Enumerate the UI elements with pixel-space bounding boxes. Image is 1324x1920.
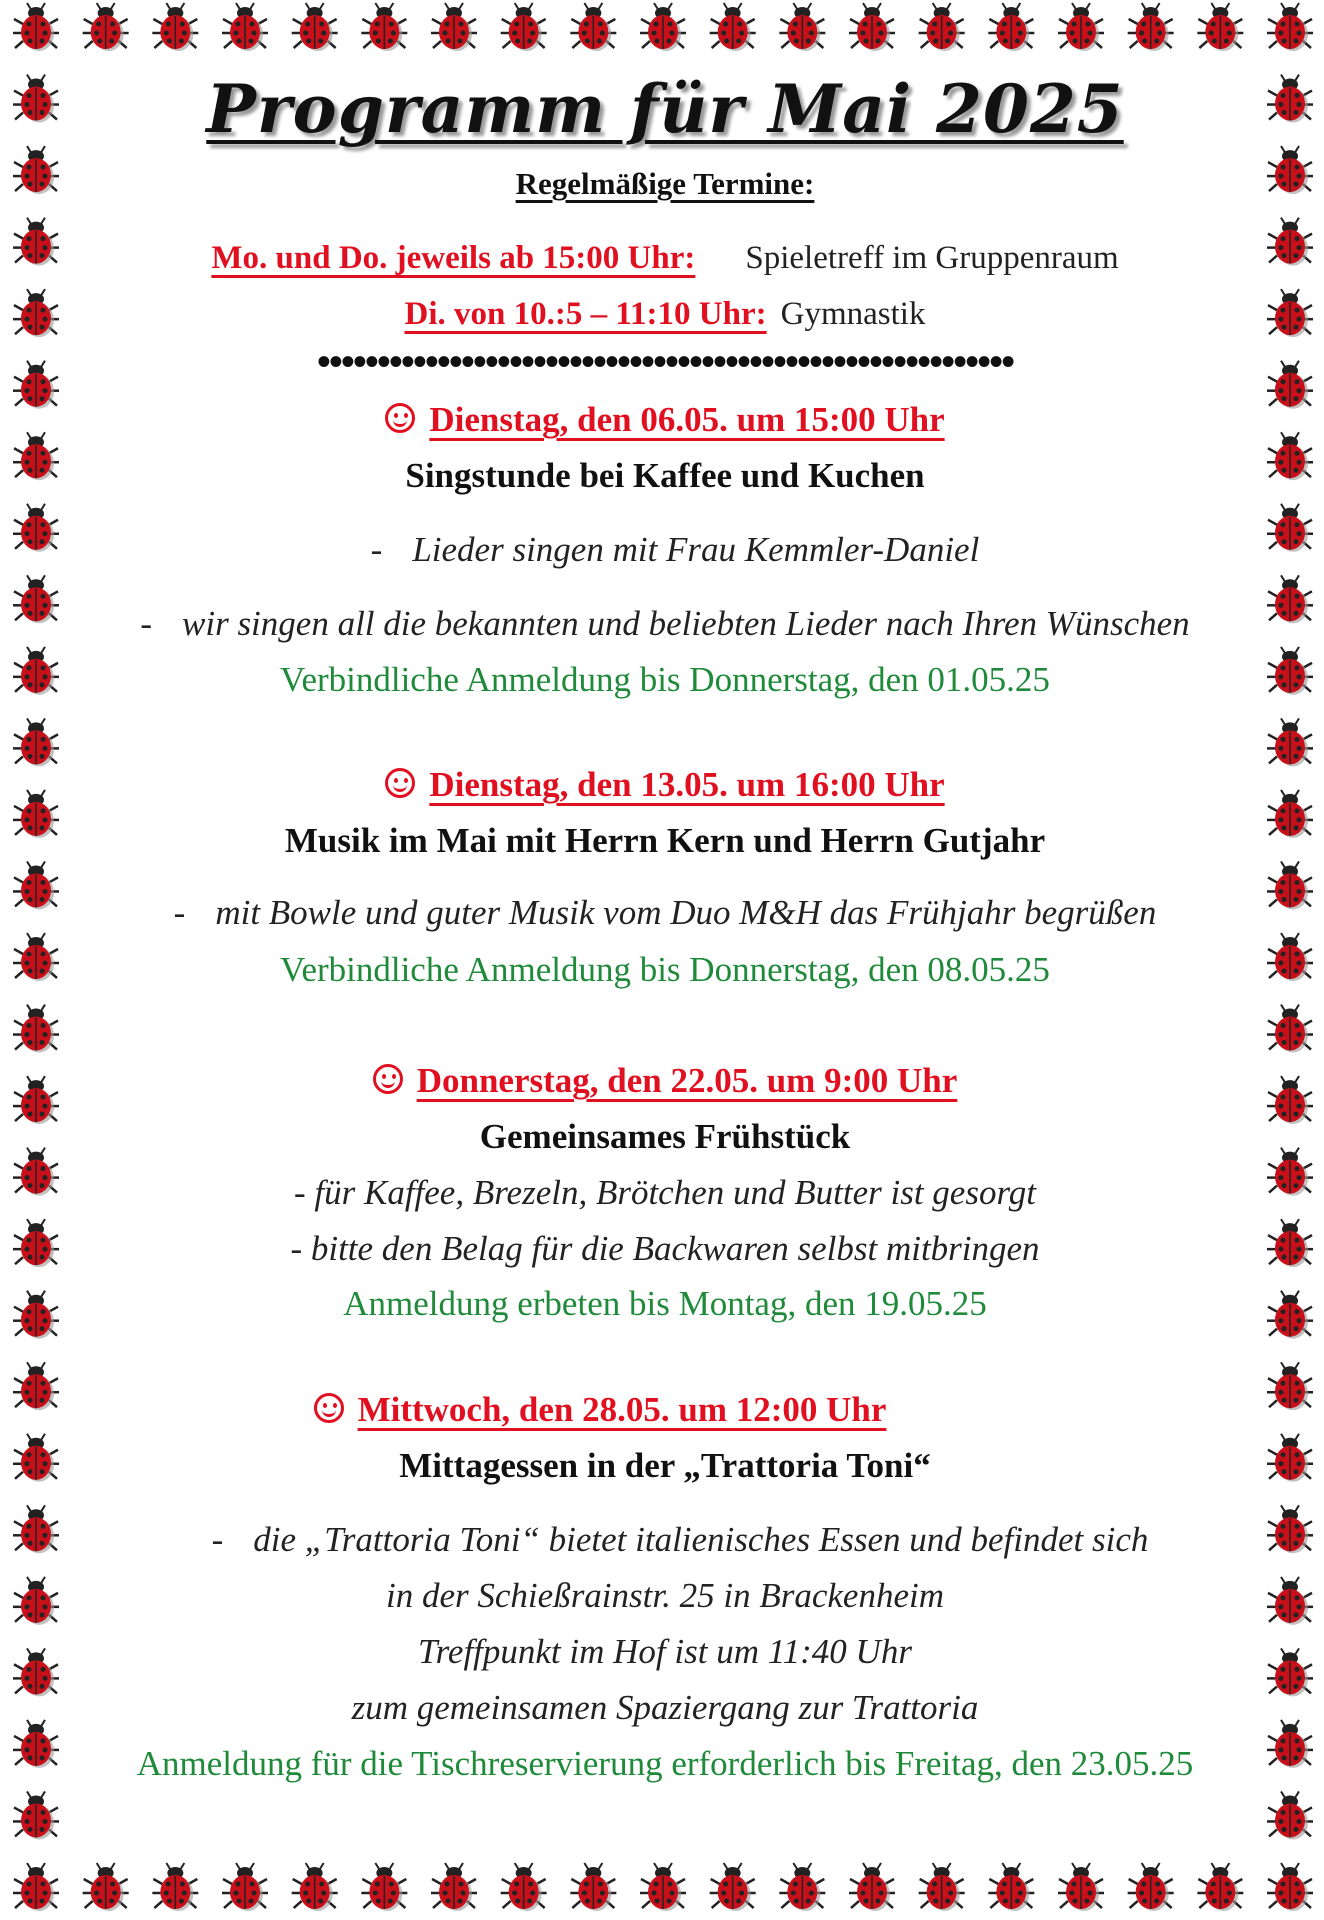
ladybug-icon — [13, 1863, 59, 1911]
ladybug-icon — [361, 3, 407, 51]
ladybug-icon — [1267, 1791, 1313, 1839]
ladybug-icon — [13, 1362, 59, 1410]
ladybug-icon — [83, 3, 129, 51]
ladybug-icon — [1128, 3, 1174, 51]
ladybug-icon — [1267, 1505, 1313, 1553]
ladybug-icon — [13, 1434, 59, 1482]
ladybug-icon — [710, 3, 756, 51]
ladybug-icon — [83, 1863, 129, 1911]
ladybug-icon — [779, 3, 825, 51]
event-detail: zum gemeinsamen Spaziergang zur Trattoria — [351, 1688, 979, 1727]
event-detail: - bitte den Belag für die Backwaren selbst mitbringen — [290, 1229, 1040, 1268]
ladybug-icon — [1267, 504, 1313, 552]
event-title: Gemeinsames Frühstück — [479, 1117, 851, 1156]
ladybug-icon — [1267, 1863, 1313, 1911]
ladybug-icon — [13, 1577, 59, 1625]
ladybug-icon — [1267, 575, 1313, 623]
ladybug-icon — [13, 1076, 59, 1124]
ladybug-icon — [13, 3, 59, 51]
ladybug-icon — [1197, 1863, 1243, 1911]
ladybug-icon — [1128, 1863, 1174, 1911]
ladybug-icon — [222, 3, 268, 51]
ladybug-icon — [779, 1863, 825, 1911]
regular-item-when: Di. von 10.:5 – 11:10 Uhr: — [404, 296, 767, 332]
ladybug-icon — [1267, 1076, 1313, 1124]
event-title: Mittagessen in der „Trattoria Toni“ — [399, 1446, 931, 1485]
ladybug-icon — [1267, 146, 1313, 194]
ladybug-icon — [13, 1648, 59, 1696]
dotted-separator: •••••••••••••••••••••••••••••••••••••••••••••••••••••••••• — [316, 339, 1014, 384]
event-registration: Anmeldung erbeten bis Montag, den 19.05.25 — [343, 1284, 987, 1323]
ladybug-icon — [13, 647, 59, 695]
ladybug-icon — [13, 933, 59, 981]
ladybug-icon — [152, 1863, 198, 1911]
ladybug-icon — [1267, 218, 1313, 266]
ladybug-icon — [1267, 289, 1313, 337]
smiley-icon — [385, 768, 415, 798]
event-detail: - die „Trattoria Toni“ bietet italienisches Essen und befindet sich — [211, 1520, 1149, 1559]
event-date: Donnerstag, den 22.05. um 9:00 Uhr — [95, 1061, 1235, 1101]
ladybug-icon — [13, 146, 59, 194]
ladybug-icon — [431, 3, 477, 51]
ladybug-icon — [13, 1791, 59, 1839]
ladybug-icon — [13, 575, 59, 623]
ladybug-icon — [570, 3, 616, 51]
event-detail: - Lieder singen mit Frau Kemmler-Daniel — [370, 530, 980, 569]
ladybug-icon — [13, 1505, 59, 1553]
ladybug-icon — [13, 861, 59, 909]
ladybug-icon — [361, 1863, 407, 1911]
ladybug-icon — [849, 3, 895, 51]
regular-heading: Regelmäßige Termine: — [515, 166, 815, 201]
ladybug-icon — [919, 3, 965, 51]
ladybug-icon — [988, 3, 1034, 51]
event-date: Mittwoch, den 28.05. um 12:00 Uhr — [95, 1390, 1235, 1430]
ladybug-icon — [1267, 1219, 1313, 1267]
ladybug-icon — [919, 1863, 965, 1911]
ladybug-icon — [13, 1720, 59, 1768]
ladybug-icon — [1058, 1863, 1104, 1911]
ladybug-icon — [292, 1863, 338, 1911]
ladybug-icon — [849, 1863, 895, 1911]
ladybug-icon — [13, 1148, 59, 1196]
smiley-icon — [373, 1064, 403, 1094]
ladybug-icon — [1267, 3, 1313, 51]
ladybug-icon — [13, 790, 59, 838]
event-registration: Verbindliche Anmeldung bis Donnerstag, den 01.05.25 — [280, 660, 1050, 699]
event-registration: Verbindliche Anmeldung bis Donnerstag, den 08.05.25 — [280, 950, 1050, 989]
ladybug-icon — [1267, 1720, 1313, 1768]
ladybug-icon — [1267, 1577, 1313, 1625]
ladybug-icon — [1267, 933, 1313, 981]
event-detail: Treffpunkt im Hof ist um 11:40 Uhr — [418, 1632, 912, 1671]
regular-item-what: Spieletreff im Gruppenraum — [745, 240, 1119, 276]
ladybug-icon — [1267, 861, 1313, 909]
ladybug-icon — [1058, 3, 1104, 51]
ladybug-icon — [1267, 1291, 1313, 1339]
ladybug-icon — [640, 3, 686, 51]
ladybug-icon — [13, 289, 59, 337]
ladybug-icon — [501, 1863, 547, 1911]
page-title: Programm für Mai 2025 — [206, 70, 1124, 148]
event-date: Dienstag, den 06.05. um 15:00 Uhr — [95, 400, 1235, 440]
event-detail: - wir singen all die bekannten und beliebten Lieder nach Ihren Wünschen — [140, 604, 1190, 643]
ladybug-icon — [501, 3, 547, 51]
event-title: Singstunde bei Kaffee und Kuchen — [405, 456, 925, 495]
regular-item — [95, 296, 1235, 333]
ladybug-icon — [570, 1863, 616, 1911]
event-date: Dienstag, den 13.05. um 16:00 Uhr — [95, 765, 1235, 805]
ladybug-icon — [1267, 1148, 1313, 1196]
regular-item-when: Mo. und Do. jeweils ab 15:00 Uhr: — [211, 240, 696, 276]
ladybug-icon — [222, 1863, 268, 1911]
ladybug-icon — [1267, 1362, 1313, 1410]
ladybug-icon — [431, 1863, 477, 1911]
ladybug-icon — [13, 504, 59, 552]
ladybug-icon — [1197, 3, 1243, 51]
event-detail: - mit Bowle und guter Musik vom Duo M&H das Frühjahr begrüßen — [173, 893, 1157, 932]
regular-item-what: Gymnastik — [780, 296, 926, 332]
ladybug-icon — [13, 75, 59, 123]
event-detail: - für Kaffee, Brezeln, Brötchen und Butter ist gesorgt — [293, 1173, 1037, 1212]
ladybug-icon — [1267, 718, 1313, 766]
event-detail: in der Schießrainstr. 25 in Brackenheim — [386, 1576, 944, 1615]
ladybug-icon — [1267, 1648, 1313, 1696]
smiley-icon — [314, 1393, 344, 1423]
ladybug-icon — [13, 718, 59, 766]
ladybug-icon — [710, 1863, 756, 1911]
ladybug-icon — [1267, 1434, 1313, 1482]
smiley-icon — [385, 403, 415, 433]
ladybug-icon — [1267, 361, 1313, 409]
ladybug-icon — [1267, 75, 1313, 123]
ladybug-icon — [1267, 432, 1313, 480]
ladybug-icon — [1267, 790, 1313, 838]
ladybug-icon — [13, 1005, 59, 1053]
ladybug-icon — [13, 361, 59, 409]
ladybug-icon — [13, 1291, 59, 1339]
ladybug-icon — [1267, 1005, 1313, 1053]
ladybug-icon — [640, 1863, 686, 1911]
regular-item — [95, 240, 1235, 277]
ladybug-icon — [13, 432, 59, 480]
event-registration: Anmeldung für die Tischreservierung erforderlich bis Freitag, den 23.05.25 — [136, 1744, 1194, 1783]
ladybug-icon — [1267, 647, 1313, 695]
ladybug-icon — [152, 3, 198, 51]
ladybug-icon — [292, 3, 338, 51]
ladybug-icon — [988, 1863, 1034, 1911]
ladybug-icon — [13, 218, 59, 266]
ladybug-icon — [13, 1219, 59, 1267]
event-title: Musik im Mai mit Herrn Kern und Herrn Gutjahr — [284, 821, 1046, 860]
